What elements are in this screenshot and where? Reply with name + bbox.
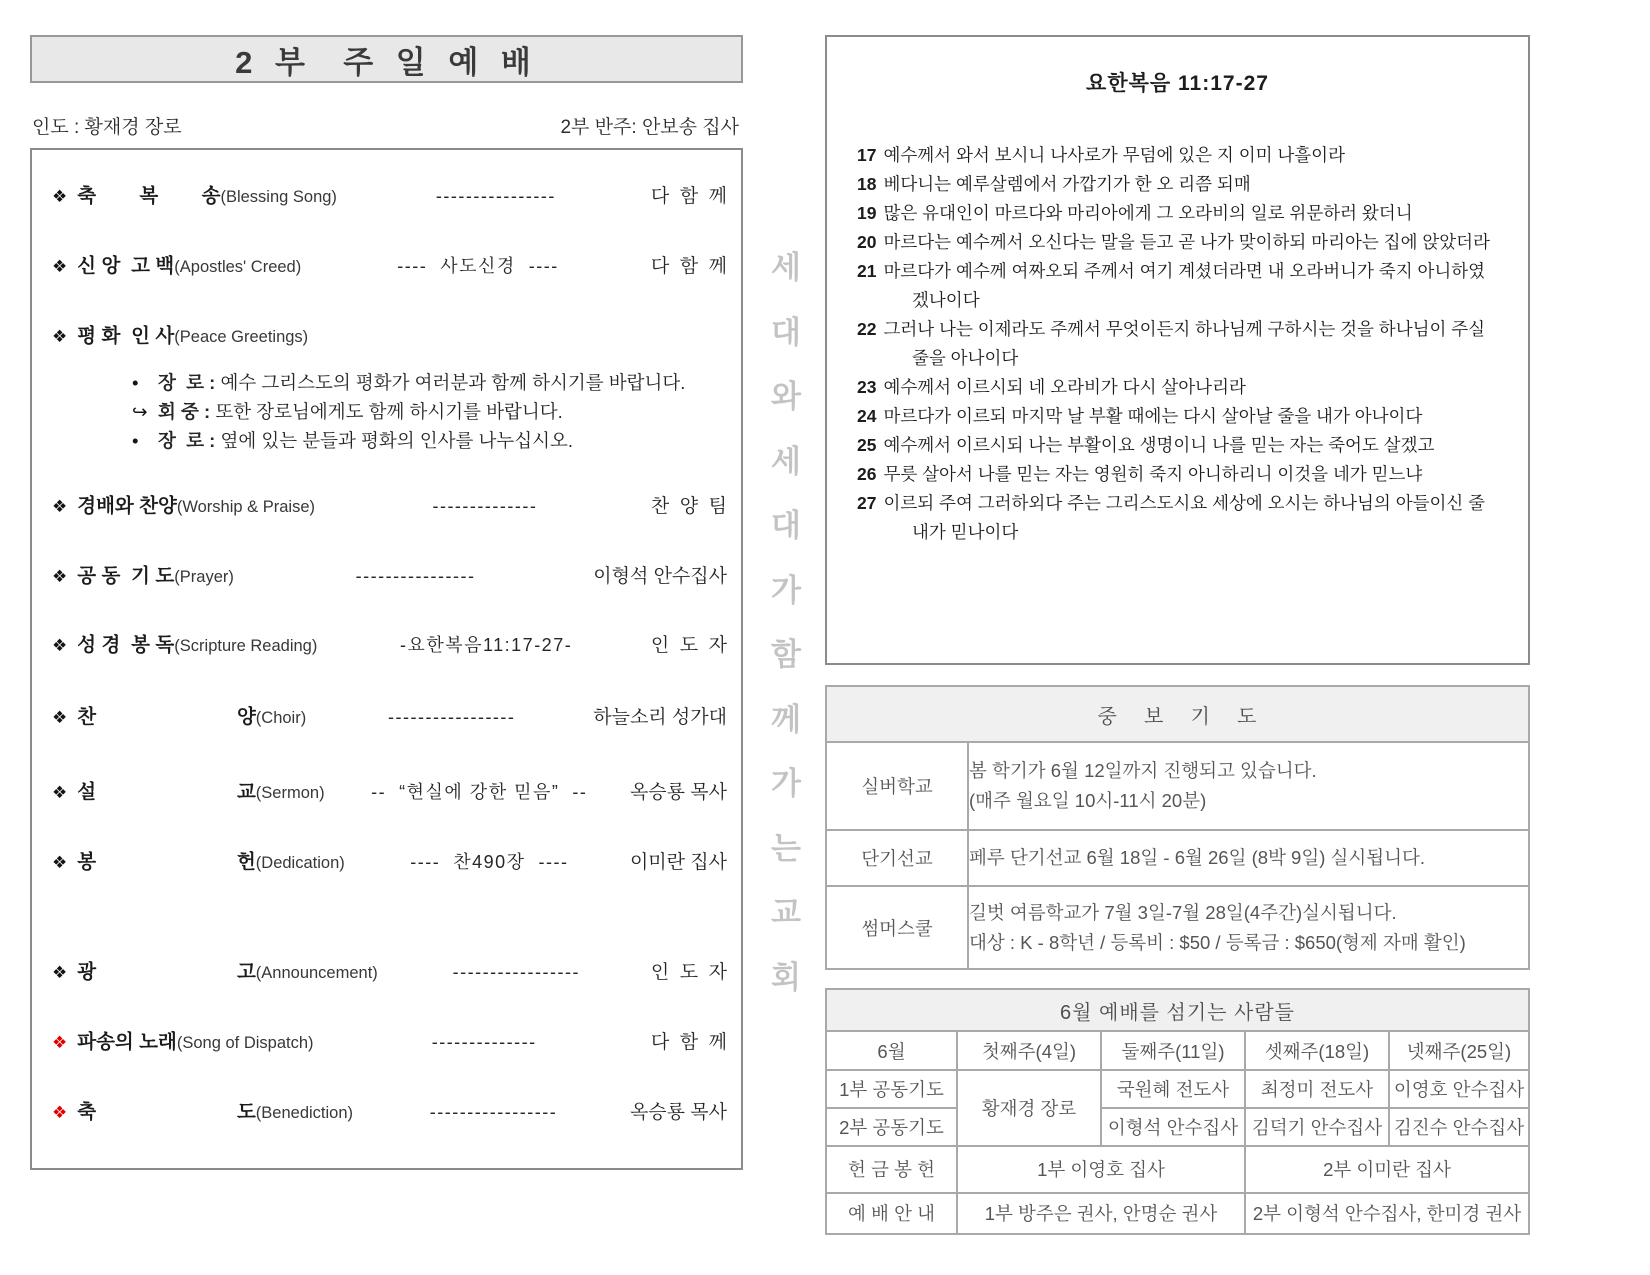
item-english: (Dedication) <box>255 854 345 872</box>
verse-text: 예수께서 이르시되 네 오라비가 다시 살아나리라 <box>883 377 1246 397</box>
worship-item-sermon <box>52 776 727 804</box>
item-person: 다 함 께 <box>650 256 727 277</box>
intercession-content <box>968 830 1529 886</box>
prayer2-week4: 김진수 안수집사 <box>1389 1108 1529 1146</box>
service-accompanist: 2부 반주: 안보송 집사 <box>560 117 739 138</box>
diamond-icon: ❖ <box>52 187 68 206</box>
vertical-slogan <box>750 236 822 1010</box>
verse-18 <box>857 170 1500 199</box>
item-middle: -------------- <box>432 496 538 516</box>
servers-table <box>825 988 1530 1235</box>
col-week3: 셋째주(18일) <box>1245 1031 1389 1069</box>
offering-2bu: 2부 이미란 집사 <box>1245 1146 1529 1192</box>
col-week1: 첫째주(4일) <box>957 1031 1101 1069</box>
worship-item-prayer <box>52 560 727 588</box>
diamond-icon: ❖ <box>52 636 68 655</box>
content-line: 봄 학기가 6월 12일까지 진행되고 있습니다. <box>969 760 1317 782</box>
bullet-icon: • <box>132 372 139 393</box>
verse-17 <box>857 141 1500 170</box>
item-english: (Worship & Praise) <box>176 498 316 516</box>
worship-item-dedication <box>52 846 727 874</box>
item-korean: 성 경 봉 독 <box>77 634 175 656</box>
prayer1-week3: 최정미 전도사 <box>1245 1070 1389 1108</box>
verse-text: 그러나 나는 이제라도 주께서 무엇이든지 하나님께 구하시는 것을 하나님이 주실 줄을 아나이다 <box>883 319 1486 368</box>
prayer1-week2: 국원혜 전도사 <box>1101 1070 1245 1108</box>
item-korean: 축 복 송 <box>77 185 221 207</box>
table-row <box>826 1146 1529 1192</box>
worship-item-benediction <box>52 1096 727 1124</box>
item-english: (Prayer) <box>174 568 234 586</box>
usher-label: 예 배 안 내 <box>826 1193 957 1234</box>
item-middle: -------------- <box>431 1032 537 1052</box>
item-korean: 봉 헌 <box>77 851 256 873</box>
verse-number: 21 <box>857 261 877 281</box>
table-row <box>826 1070 1529 1108</box>
verse-number: 23 <box>857 377 877 397</box>
week-header-row <box>826 1031 1529 1069</box>
item-korean: 찬 양 <box>77 706 256 728</box>
worship-item-blessing-song <box>52 180 727 208</box>
diamond-icon: ❖ <box>52 783 68 802</box>
item-person: 다 함 께 <box>650 186 727 207</box>
col-week2: 둘째주(11일) <box>1101 1031 1245 1069</box>
verse-number: 26 <box>857 464 877 484</box>
verse-text: 예수께서 이르시되 나는 부활이요 생명이니 나를 믿는 자는 죽어도 살겠고 <box>883 435 1435 455</box>
worship-item-scripture-reading <box>52 629 727 657</box>
slogan-letter: 는 <box>771 830 801 866</box>
item-english: (Scripture Reading) <box>174 637 318 655</box>
item-english: (Choir) <box>255 709 307 727</box>
item-middle: ---------------- <box>435 186 556 206</box>
worship-item-apostles-creed <box>52 250 727 278</box>
verse-text: 베다니는 예루살렘에서 가깝기가 한 오 리쯤 되매 <box>883 174 1251 194</box>
verse-text: 이르되 주여 그러하외다 주는 그리스도시요 세상에 오시는 하나님의 아들이신 줄 내가 믿나이다 <box>883 493 1486 542</box>
item-english: (Blessing Song) <box>220 188 337 206</box>
table-row <box>826 1193 1529 1234</box>
verse-number: 25 <box>857 435 877 455</box>
diamond-icon-red: ❖ <box>52 1103 68 1122</box>
slogan-letter: 함 <box>771 637 801 672</box>
peace-line-elder1 <box>132 368 685 397</box>
intercession-label: 실버학교 <box>826 742 968 830</box>
slogan-letter: 세 <box>771 250 801 285</box>
verse-number: 20 <box>857 232 877 252</box>
verse-21 <box>857 257 1500 315</box>
content-line: 페루 단기선교 6월 18일 - 6월 26일 (8박 9일) 실시됩니다. <box>969 847 1425 869</box>
peace-greeting-dialogue <box>132 368 685 455</box>
peace-role: 장 로 : <box>158 372 221 393</box>
worship-item-peace-greetings <box>52 320 727 348</box>
item-korean: 축 도 <box>77 1101 256 1123</box>
slogan-letter: 께 <box>771 701 801 737</box>
item-english: (Apostles' Creed) <box>174 258 302 276</box>
diamond-icon: ❖ <box>52 497 68 516</box>
intercession-label: 단기선교 <box>826 830 968 886</box>
verse-number: 19 <box>857 203 877 223</box>
table-row <box>826 1108 1529 1146</box>
intercession-table <box>825 685 1530 970</box>
slogan-letter: 회 <box>771 959 801 995</box>
verse-number: 22 <box>857 319 877 339</box>
slogan-letter: 교 <box>771 895 801 930</box>
item-korean: 공 동 기 도 <box>77 565 175 587</box>
item-english: (Announcement) <box>255 964 378 982</box>
worship-item-song-of-dispatch <box>52 1026 727 1054</box>
diamond-icon: ❖ <box>52 853 68 872</box>
scripture-title: 요한복음 11:17-27 <box>1086 72 1269 95</box>
item-middle: ----------------- <box>388 707 516 727</box>
content-line: 대상 : K - 8학년 / 등록비 : $50 / 등록금 : $650(형제 자매 활인) <box>969 931 1466 953</box>
service-title: 2 부 주 일 예 배 <box>235 44 538 80</box>
peace-role: 장 로 : <box>158 430 221 451</box>
verse-25 <box>857 431 1500 460</box>
item-person: 인 도 자 <box>650 962 727 983</box>
peace-line-elder2 <box>132 426 685 455</box>
table-row <box>826 830 1529 886</box>
item-korean: 파송의 노래 <box>77 1031 177 1053</box>
verse-text: 예수께서 와서 보시니 나사로가 무덤에 있은 지 이미 나흘이라 <box>883 145 1345 165</box>
item-middle: ---- 사도신경 ---- <box>397 256 559 276</box>
diamond-icon: ❖ <box>52 963 68 982</box>
slogan-letter: 가 <box>771 766 801 801</box>
verse-number: 17 <box>857 145 877 165</box>
item-middle: ---- 찬490장 ---- <box>410 852 569 872</box>
verse-text: 많은 유대인이 마르다와 마리아에게 그 오라비의 일로 위문하러 왔더니 <box>883 203 1413 223</box>
peace-text: 또한 장로님에게도 함께 하시기를 바랍니다. <box>215 401 563 422</box>
arrow-hook-icon: ↪ <box>132 401 148 422</box>
verse-number: 27 <box>857 493 877 513</box>
item-korean: 광 고 <box>77 961 256 983</box>
col-week4: 넷째주(25일) <box>1389 1031 1529 1069</box>
item-person: 이형석 안수집사 <box>593 566 727 587</box>
diamond-icon: ❖ <box>52 708 68 727</box>
verse-23 <box>857 373 1500 402</box>
verse-26 <box>857 460 1500 489</box>
item-english: (Benediction) <box>255 1104 354 1122</box>
item-english: (Song of Dispatch) <box>176 1034 314 1052</box>
worship-item-announcement <box>52 956 727 984</box>
bullet-icon: • <box>132 430 139 451</box>
prayer1-week4: 이영호 안수집사 <box>1389 1070 1529 1108</box>
scripture-verses <box>857 141 1500 547</box>
col-month: 6월 <box>826 1031 957 1069</box>
service-title-box <box>30 35 743 83</box>
prayer1-label: 1부 공동기도 <box>826 1070 957 1108</box>
item-middle: ----------------- <box>429 1102 558 1122</box>
usher-2bu: 2부 이형석 안수집사, 한미경 권사 <box>1245 1193 1529 1234</box>
slogan-letter: 세 <box>771 443 801 479</box>
prayer2-label: 2부 공동기도 <box>826 1108 957 1146</box>
peace-line-congregation <box>132 397 685 426</box>
verse-22 <box>857 315 1500 373</box>
slogan-letter: 가 <box>771 572 801 608</box>
peace-role: 회 중 : <box>158 401 216 422</box>
verse-text: 마르다가 예수께 여짜오되 주께서 여기 계셨더라면 내 오라버니가 죽지 아니하였겠나이다 <box>883 261 1486 310</box>
item-person: 옥승룡 목사 <box>629 1102 727 1123</box>
intercession-title: 중 보 기 도 <box>826 686 1529 742</box>
intercession-label: 썸머스쿨 <box>826 886 968 969</box>
slogan-letter: 대 <box>771 508 801 543</box>
service-leaders <box>32 112 739 139</box>
item-middle: ---------------- <box>355 566 476 586</box>
verse-20 <box>857 228 1500 257</box>
servers-header-row <box>826 989 1529 1031</box>
item-korean: 신 앙 고 백 <box>77 255 175 277</box>
prayer-merged-cell: 황재경 장로 <box>957 1070 1101 1147</box>
servers-title: 6월 예배를 섬기는 사람들 <box>826 989 1529 1031</box>
slogan-letter: 와 <box>771 379 801 414</box>
offering-1bu: 1부 이영호 집사 <box>957 1146 1245 1192</box>
order-of-worship-box <box>30 148 743 1170</box>
peace-text: 예수 그리스도의 평화가 여러분과 함께 하시기를 바랍니다. <box>220 372 686 393</box>
worship-item-choir <box>52 701 727 729</box>
intercession-header-row <box>826 686 1529 742</box>
table-row <box>826 742 1529 830</box>
verse-19 <box>857 199 1500 228</box>
usher-1bu: 1부 방주은 권사, 안명순 권사 <box>957 1193 1245 1234</box>
scripture-box <box>825 35 1530 665</box>
peace-text: 옆에 있는 분들과 평화의 인사를 나누십시오. <box>220 430 573 451</box>
verse-24 <box>857 402 1500 431</box>
diamond-icon: ❖ <box>52 257 68 276</box>
item-english: (Sermon) <box>255 784 325 802</box>
item-korean: 경배와 찬양 <box>77 495 177 517</box>
verse-text: 무릇 살아서 나를 믿는 자는 영원히 죽지 아니하리니 이것을 네가 믿느냐 <box>883 464 1423 484</box>
verse-number: 18 <box>857 174 877 194</box>
item-middle: ----------------- <box>452 962 580 982</box>
verse-text: 마르다가 이르되 마지막 날 부활 때에는 다시 살아날 줄을 내가 아나이다 <box>883 406 1423 426</box>
content-line: (매주 월요일 10시-11시 20분) <box>969 790 1207 811</box>
item-middle: -- “현실에 강한 믿음” -- <box>371 782 588 802</box>
item-person: 이미란 집사 <box>629 852 727 873</box>
item-person: 옥승룡 목사 <box>629 782 727 803</box>
item-korean: 평 화 인 사 <box>77 325 175 347</box>
slogan-letter: 대 <box>771 314 801 350</box>
worship-item-worship-praise <box>52 490 727 518</box>
offering-label: 헌 금 봉 헌 <box>826 1146 957 1192</box>
item-korean: 설 교 <box>77 781 256 803</box>
item-english: (Peace Greetings) <box>174 328 309 346</box>
verse-number: 24 <box>857 406 877 426</box>
prayer2-week3: 김덕기 안수집사 <box>1245 1108 1389 1146</box>
item-person: 다 함 께 <box>650 1032 727 1053</box>
intercession-content <box>968 886 1529 969</box>
item-person: 하늘소리 성가대 <box>593 707 727 728</box>
item-middle: -요한복음11:17-27- <box>399 635 573 655</box>
intercession-content <box>968 742 1529 830</box>
table-row <box>826 886 1529 969</box>
verse-text: 마르다는 예수께서 오신다는 말을 듣고 곧 나가 맞이하되 마리아는 집에 앉았더라 <box>883 232 1490 252</box>
content-line: 길벗 여름학교가 7월 3일-7월 28일(4주간)실시됩니다. <box>969 901 1397 923</box>
prayer2-week2: 이형석 안수집사 <box>1101 1108 1245 1146</box>
diamond-icon: ❖ <box>52 327 68 346</box>
diamond-icon: ❖ <box>52 567 68 586</box>
diamond-icon-red: ❖ <box>52 1033 68 1052</box>
service-leader: 인도 : 황재경 장로 <box>32 117 182 138</box>
item-person: 인 도 자 <box>650 635 727 656</box>
item-person: 찬 양 팀 <box>650 496 727 517</box>
verse-27 <box>857 489 1500 547</box>
